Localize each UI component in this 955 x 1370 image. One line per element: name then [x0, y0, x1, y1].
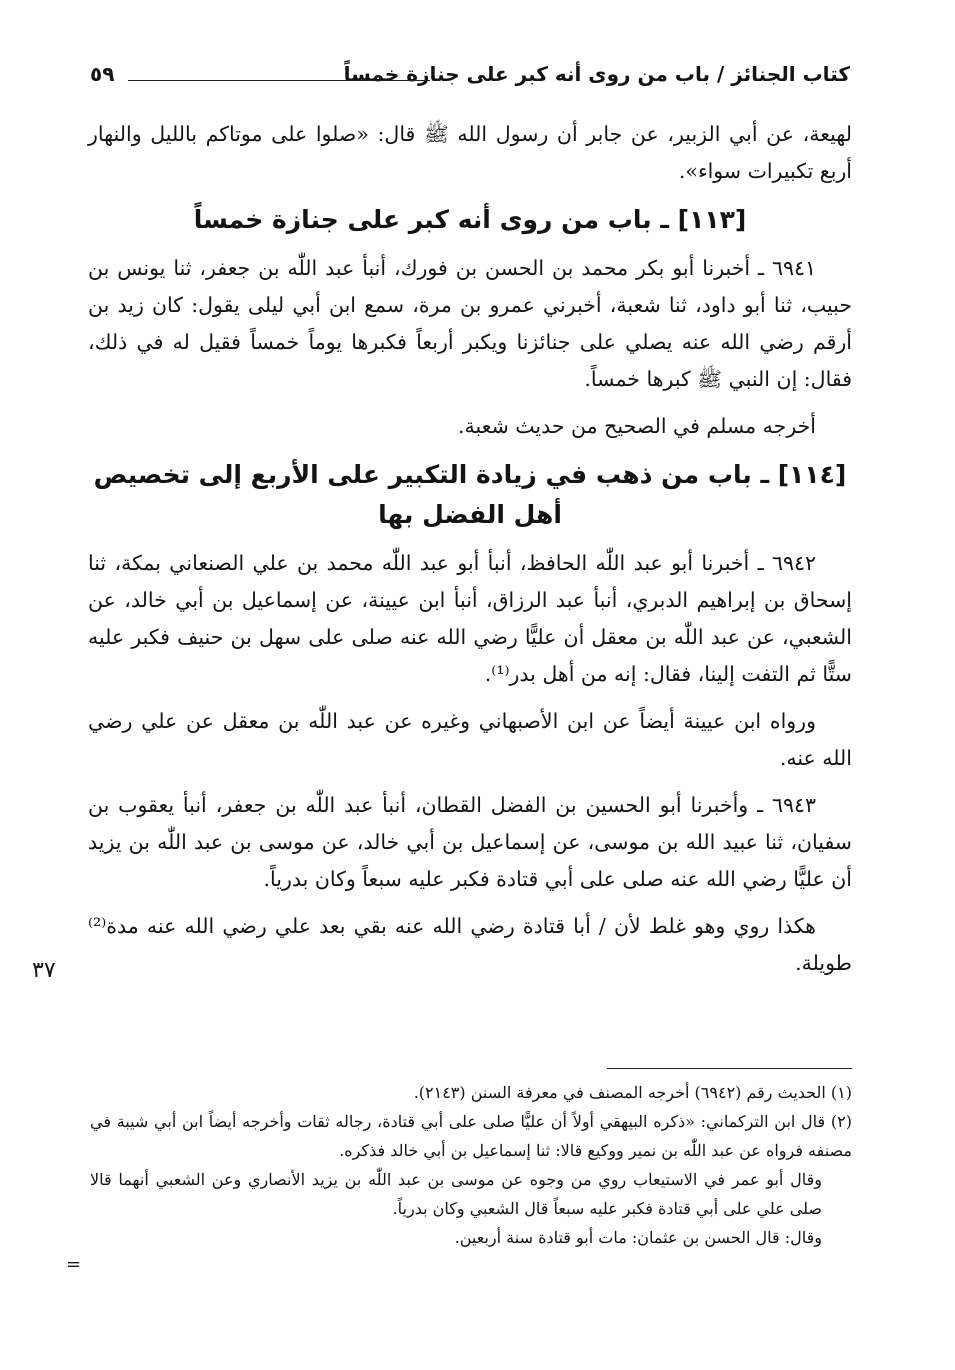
running-header — [90, 58, 850, 98]
footnote-2-continued: وقال أبو عمر في الاستيعاب روي من وجوه عن موسى بن عبد اللّٰه بن يزيد الأنصاري وعن الشعبي أنهما قالا صلى علي على أبي قتادة فكبر عليه سبعاً قال الشعبي وكان بدرياً. — [90, 1170, 822, 1218]
footnote-rule — [607, 1068, 852, 1069]
header-rule — [128, 80, 430, 81]
page-number: ٥٩ — [90, 62, 115, 86]
hadith-6941: ٦٩٤١ ـ أخبرنا أبو بكر محمد بن الحسن بن فورك، أنبأ عبد اللّٰه بن جعفر، ثنا يونس بن حبيب، ثنا أبو داود، ثنا شعبة، أخبرني عمرو بن مرة، سمع ابن أبي ليلى يقول: كان زيد بن أرقم رضي الله عنه يصلي على جنائزنا ويكبر أربعاً فكبرها يوماً خمساً فقيل له في ذلك، فقال: إن النبي ﷺ كبرها خمساً. — [88, 256, 852, 391]
section-113-title: [١١٣] ـ باب من روى أنه كبر على جنازة خمساً — [193, 205, 747, 234]
footnote-continued-mark: = — [66, 1254, 82, 1275]
section-114-title: [١١٤] ـ باب من ذهب في زيادة التكبير على الأربع إلى تخصيص أهل الفضل بها — [93, 460, 847, 529]
hadith-6941-takhrij: أخرجه مسلم في الصحيح من حديث شعبة. — [457, 414, 816, 438]
header-title: كتاب الجنائز / باب من روى أنه كبر على جنازة خمساً — [343, 62, 850, 86]
hadith-6943-comment: هكذا روي وهو غلط لأن / أبا قتادة رضي الله عنه بقي بعد علي رضي الله عنه مدة⁽²⁾ طويلة. — [88, 914, 852, 975]
footnote-2-end: وقال: قال الحسن بن عثمان: مات أبو قتادة سنة أربعين. — [454, 1228, 822, 1247]
margin-page-number: ٣٧ — [32, 958, 56, 983]
hadith-6943: ٦٩٤٣ ـ وأخبرنا أبو الحسين بن الفضل القطان، أنبأ عبد اللّٰه بن جعفر، أنبأ يعقوب بن سفيان، ثنا عبيد الله بن موسى، عن إسماعيل بن أبي خالد، عن موسى بن عبد اللّٰه بن يزيد أن عليًّا رضي الله عنه صلى على أبي قتادة فكبر عليه سبعاً وكان بدرياً. — [88, 793, 852, 891]
main-text — [88, 116, 852, 992]
footnote-1: (١) الحديث رقم (٦٩٤٢) أخرجه المصنف في معرفة السنن (٢١٤٣). — [413, 1083, 852, 1102]
footnotes — [90, 1078, 852, 1252]
footnote-2: (٢) قال ابن التركماني: «ذكره البيهقي أولاً أن عليًّا صلى على أبي قتادة، رجاله ثقات وأخرجه أيضاً ابن أبي شيبة في مصنفه فرواه عن عبد اللّٰه بن نمير ووكيع قالا: ثنا إسماعيل بن أبي خالد فذكره. — [90, 1112, 852, 1160]
paragraph-continuation: لهيعة، عن أبي الزبير، عن جابر أن رسول الله ﷺ قال: «صلوا على موتاكم بالليل والنهار أربع تكبيرات سواء». — [88, 122, 852, 183]
hadith-6942-riwaya: ورواه ابن عيينة أيضاً عن ابن الأصبهاني وغيره عن عبد اللّٰه بن معقل عن علي رضي الله عنه. — [88, 709, 852, 770]
hadith-6942: ٦٩٤٢ ـ أخبرنا أبو عبد اللّٰه الحافظ، أنبأ أبو عبد اللّٰه محمد بن علي الصنعاني بمكة، ثنا إسحاق بن إبراهيم الدبري، أنبأ عبد الرزاق، أنبأ ابن عيينة، عن إسماعيل بن أبي خالد، عن الشعبي، عن عبد اللّٰه بن معقل أن عليًّا رضي الله عنه صلى على سهل بن حنيف فكبر عليه ستًّا ثم التفت إلينا، فقال: إنه من أهل بدر⁽¹⁾. — [88, 551, 852, 686]
